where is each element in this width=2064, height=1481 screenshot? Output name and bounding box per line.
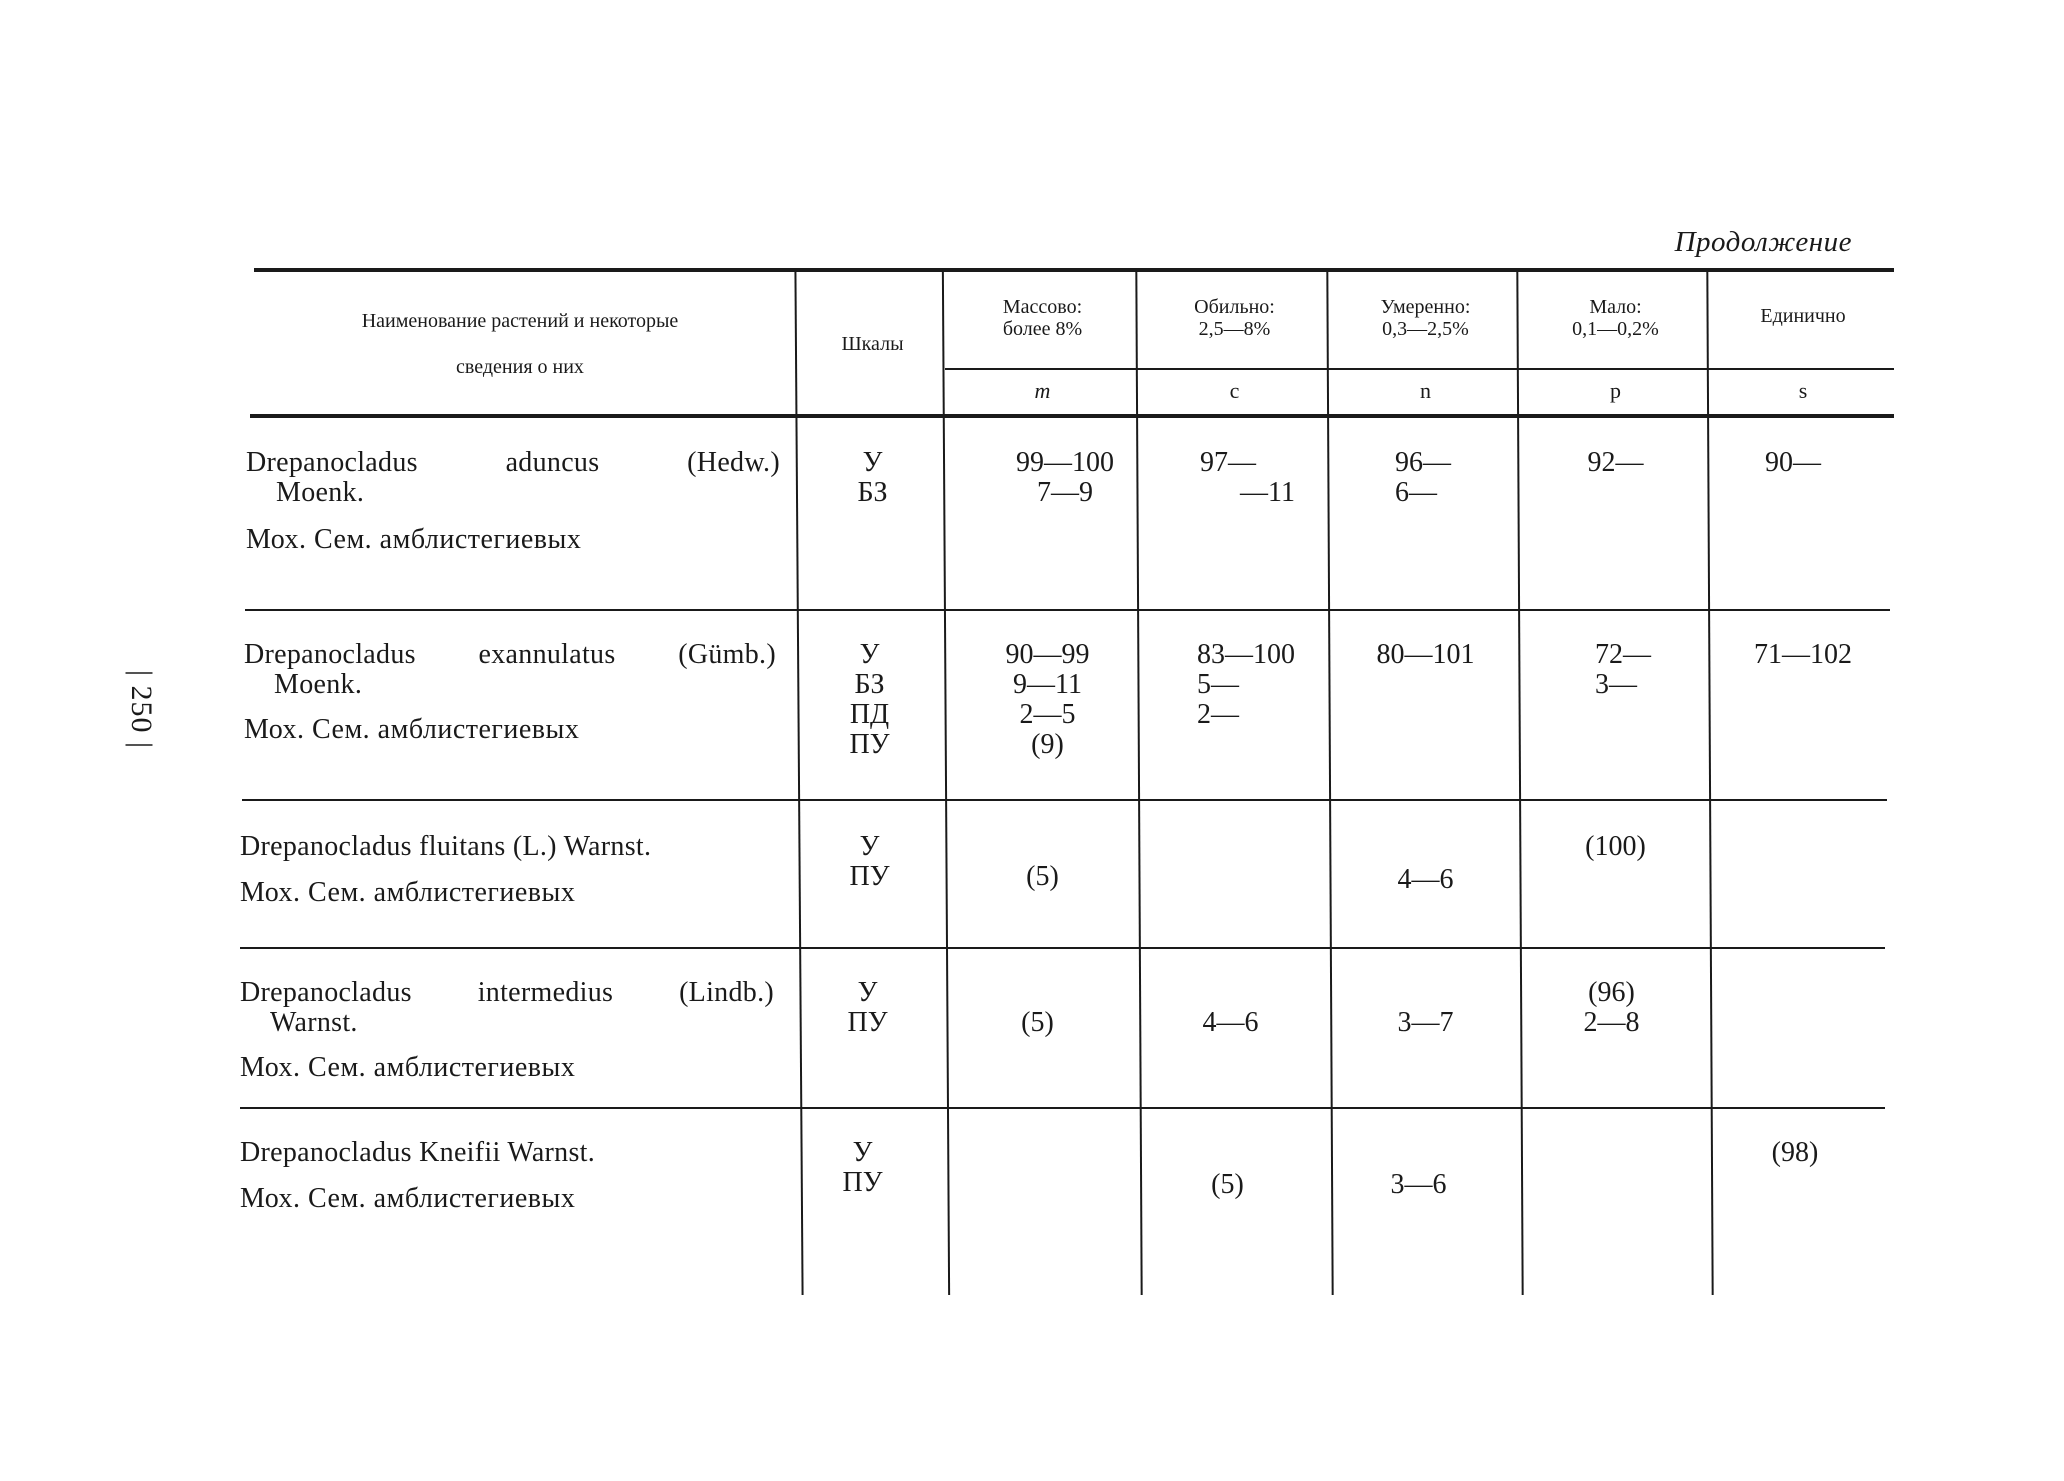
- cell-value: [1333, 835, 1518, 865]
- cell-value: (5): [1211, 1169, 1244, 1200]
- cell-c: [1145, 640, 1330, 730]
- cell-value: 3—: [1595, 669, 1637, 700]
- header-code-m: m: [1034, 378, 1051, 403]
- page-number-value: 250: [125, 685, 158, 734]
- header-col-m: [950, 296, 1135, 340]
- cell-c: [1135, 1140, 1320, 1200]
- author: (Hedw.): [687, 447, 780, 478]
- header-code-p: p: [1610, 378, 1621, 403]
- plant-title: Drepanocladus Kneifii Warnst.: [240, 1137, 596, 1168]
- species: intermedius: [477, 977, 614, 1008]
- scales-cell: [805, 448, 940, 508]
- author-line2: Moenk.: [276, 477, 365, 508]
- scale-code: У: [859, 831, 880, 862]
- plant-family: Мох. Сем. амблистегиевых: [244, 714, 580, 745]
- header-mid-rule: [945, 368, 1894, 370]
- cell-value: 71—102: [1754, 639, 1852, 670]
- header-code-c: c: [1229, 378, 1240, 403]
- cell-value: [1135, 1140, 1320, 1170]
- header-name-column: [280, 310, 760, 378]
- row-separator: [240, 1107, 1885, 1109]
- column-rule: [1516, 272, 1523, 1295]
- author-line2: Moenk.: [274, 669, 363, 700]
- scale-code: БЗ: [854, 669, 885, 700]
- cell-value: 3—7: [1397, 1007, 1454, 1038]
- cell-value: [945, 978, 1130, 1008]
- plant-family: Мох. Сем. амблистегиевых: [246, 524, 582, 555]
- cell-value: 90—: [1765, 447, 1821, 478]
- author: (Gümb.): [678, 639, 776, 670]
- scale-code: ПУ: [849, 861, 890, 892]
- cell-value: 9—11: [1013, 669, 1082, 700]
- scale-code: У: [857, 977, 878, 1008]
- plant-name: [240, 832, 780, 862]
- plant-family: Мох. Сем. амблистегиевых: [240, 1183, 576, 1214]
- cell-value: (9): [1031, 729, 1064, 760]
- cell-value: 92—: [1587, 447, 1644, 478]
- cell-value: 5—: [1197, 669, 1239, 700]
- continuation-label: Продолжение: [1674, 226, 1852, 258]
- scale-code: У: [852, 1137, 873, 1168]
- plant-name: [246, 448, 780, 508]
- header-name-line1: Наименование растений и некоторые: [361, 310, 679, 332]
- cell-value: 2—5: [1019, 699, 1076, 730]
- scales-cell: [802, 640, 937, 760]
- cell-s: [1705, 1138, 1885, 1168]
- cell-value: 7—9: [1037, 477, 1093, 508]
- cell-s: [1713, 640, 1893, 670]
- scales-cell: [800, 978, 935, 1038]
- author-line2: Warnst.: [270, 1007, 358, 1038]
- cell-m: [950, 832, 1135, 892]
- cell-m: [955, 640, 1140, 760]
- genus: Drepanocladus: [240, 977, 412, 1008]
- cell-value: (5): [1026, 861, 1059, 892]
- cell-value: 99—100: [1016, 447, 1114, 478]
- scales-cell: [795, 1138, 930, 1198]
- cell-c: [1138, 978, 1323, 1038]
- header-name-line2: сведения о них: [456, 356, 584, 378]
- header-code-n: n: [1420, 378, 1431, 403]
- cell-value: (5): [1021, 1007, 1054, 1038]
- cell-p: [1523, 832, 1708, 862]
- header-code-s: s: [1798, 378, 1808, 403]
- plant-name: [240, 1138, 780, 1168]
- plant-family: Мох. Сем. амблистегиевых: [240, 877, 576, 908]
- cell-value: (96): [1588, 977, 1635, 1008]
- cell-value: 72—: [1595, 639, 1651, 670]
- cell-value: 2—: [1197, 699, 1239, 730]
- header-bottom-rule: [250, 414, 1894, 418]
- cell-value: 90—99: [1005, 639, 1090, 670]
- scale-code: У: [862, 447, 883, 478]
- cell-s: [1713, 448, 1893, 478]
- header-col-label: Обильно:: [1194, 296, 1275, 318]
- cell-c: [1150, 448, 1325, 508]
- cell-value: [1138, 978, 1323, 1008]
- scale-code: БЗ: [857, 477, 888, 508]
- scale-code: ПУ: [842, 1167, 883, 1198]
- plant-title: Drepanocladus fluitans (L.) Warnst.: [240, 831, 652, 862]
- species: aduncus: [505, 447, 600, 478]
- header-col-range: 0,1—0,2%: [1572, 318, 1659, 340]
- cell-value: 96—: [1395, 447, 1451, 478]
- cell-value: 3—6: [1390, 1169, 1447, 1200]
- header-col-label: Мало:: [1589, 296, 1642, 318]
- cell-value: 97—: [1200, 447, 1256, 478]
- header-scales-column: Шкалы: [841, 333, 904, 355]
- header-col-label: Единично: [1760, 305, 1846, 327]
- header-col-c: [1142, 296, 1327, 340]
- header-col-range: 2,5—8%: [1198, 318, 1271, 340]
- header-col-range: более 8%: [1002, 318, 1083, 340]
- cell-value: 4—6: [1202, 1007, 1259, 1038]
- cell-value: [950, 832, 1135, 862]
- plant-name: [244, 640, 776, 700]
- header-col-range: 0,3—2,5%: [1382, 318, 1469, 340]
- cell-value: 4—6: [1397, 864, 1454, 895]
- cell-p: [1523, 448, 1708, 478]
- cell-value: [1326, 1140, 1511, 1170]
- page-number: | 250 |: [125, 670, 158, 750]
- cell-m: [945, 978, 1130, 1038]
- header-col-label: Массово:: [1002, 296, 1083, 318]
- cell-n: [1333, 640, 1518, 670]
- cell-value: (100): [1585, 831, 1646, 862]
- scale-code: У: [859, 639, 880, 670]
- scale-code: ПУ: [849, 729, 890, 760]
- row-separator: [242, 799, 1887, 801]
- cell-n: [1333, 448, 1518, 508]
- header-col-s: [1713, 305, 1893, 327]
- plant-family: Мох. Сем. амблистегиевых: [240, 1052, 576, 1083]
- genus: Drepanocladus: [246, 447, 418, 478]
- cell-value: 6—: [1395, 477, 1437, 508]
- cell-value: 2—8: [1583, 1007, 1640, 1038]
- cell-p: [1523, 640, 1708, 700]
- row-separator: [240, 947, 1885, 949]
- row-separator: [245, 609, 1890, 611]
- column-rule: [942, 272, 950, 1295]
- header-col-label: Умеренно:: [1380, 296, 1471, 318]
- cell-value: [1333, 978, 1518, 1008]
- cell-value: 80—101: [1376, 639, 1475, 670]
- cell-m: [960, 448, 1170, 508]
- header-col-p: [1523, 296, 1708, 340]
- cell-n: [1326, 1140, 1511, 1200]
- cell-n: [1333, 978, 1518, 1038]
- species: exannulatus: [478, 639, 616, 670]
- header-col-n: [1333, 296, 1518, 340]
- scale-code: ПД: [849, 699, 890, 730]
- cell-value: 83—100: [1197, 639, 1295, 670]
- table-top-rule: [254, 268, 1894, 272]
- cell-n: [1333, 835, 1518, 895]
- genus: Drepanocladus: [244, 639, 416, 670]
- cell-p: [1519, 978, 1704, 1038]
- scales-cell: [802, 832, 937, 892]
- author: (Lindb.): [679, 977, 774, 1008]
- cell-value: —11: [1240, 477, 1295, 508]
- scale-code: ПУ: [847, 1007, 888, 1038]
- cell-value: (98): [1771, 1137, 1819, 1168]
- plant-name: [240, 978, 774, 1038]
